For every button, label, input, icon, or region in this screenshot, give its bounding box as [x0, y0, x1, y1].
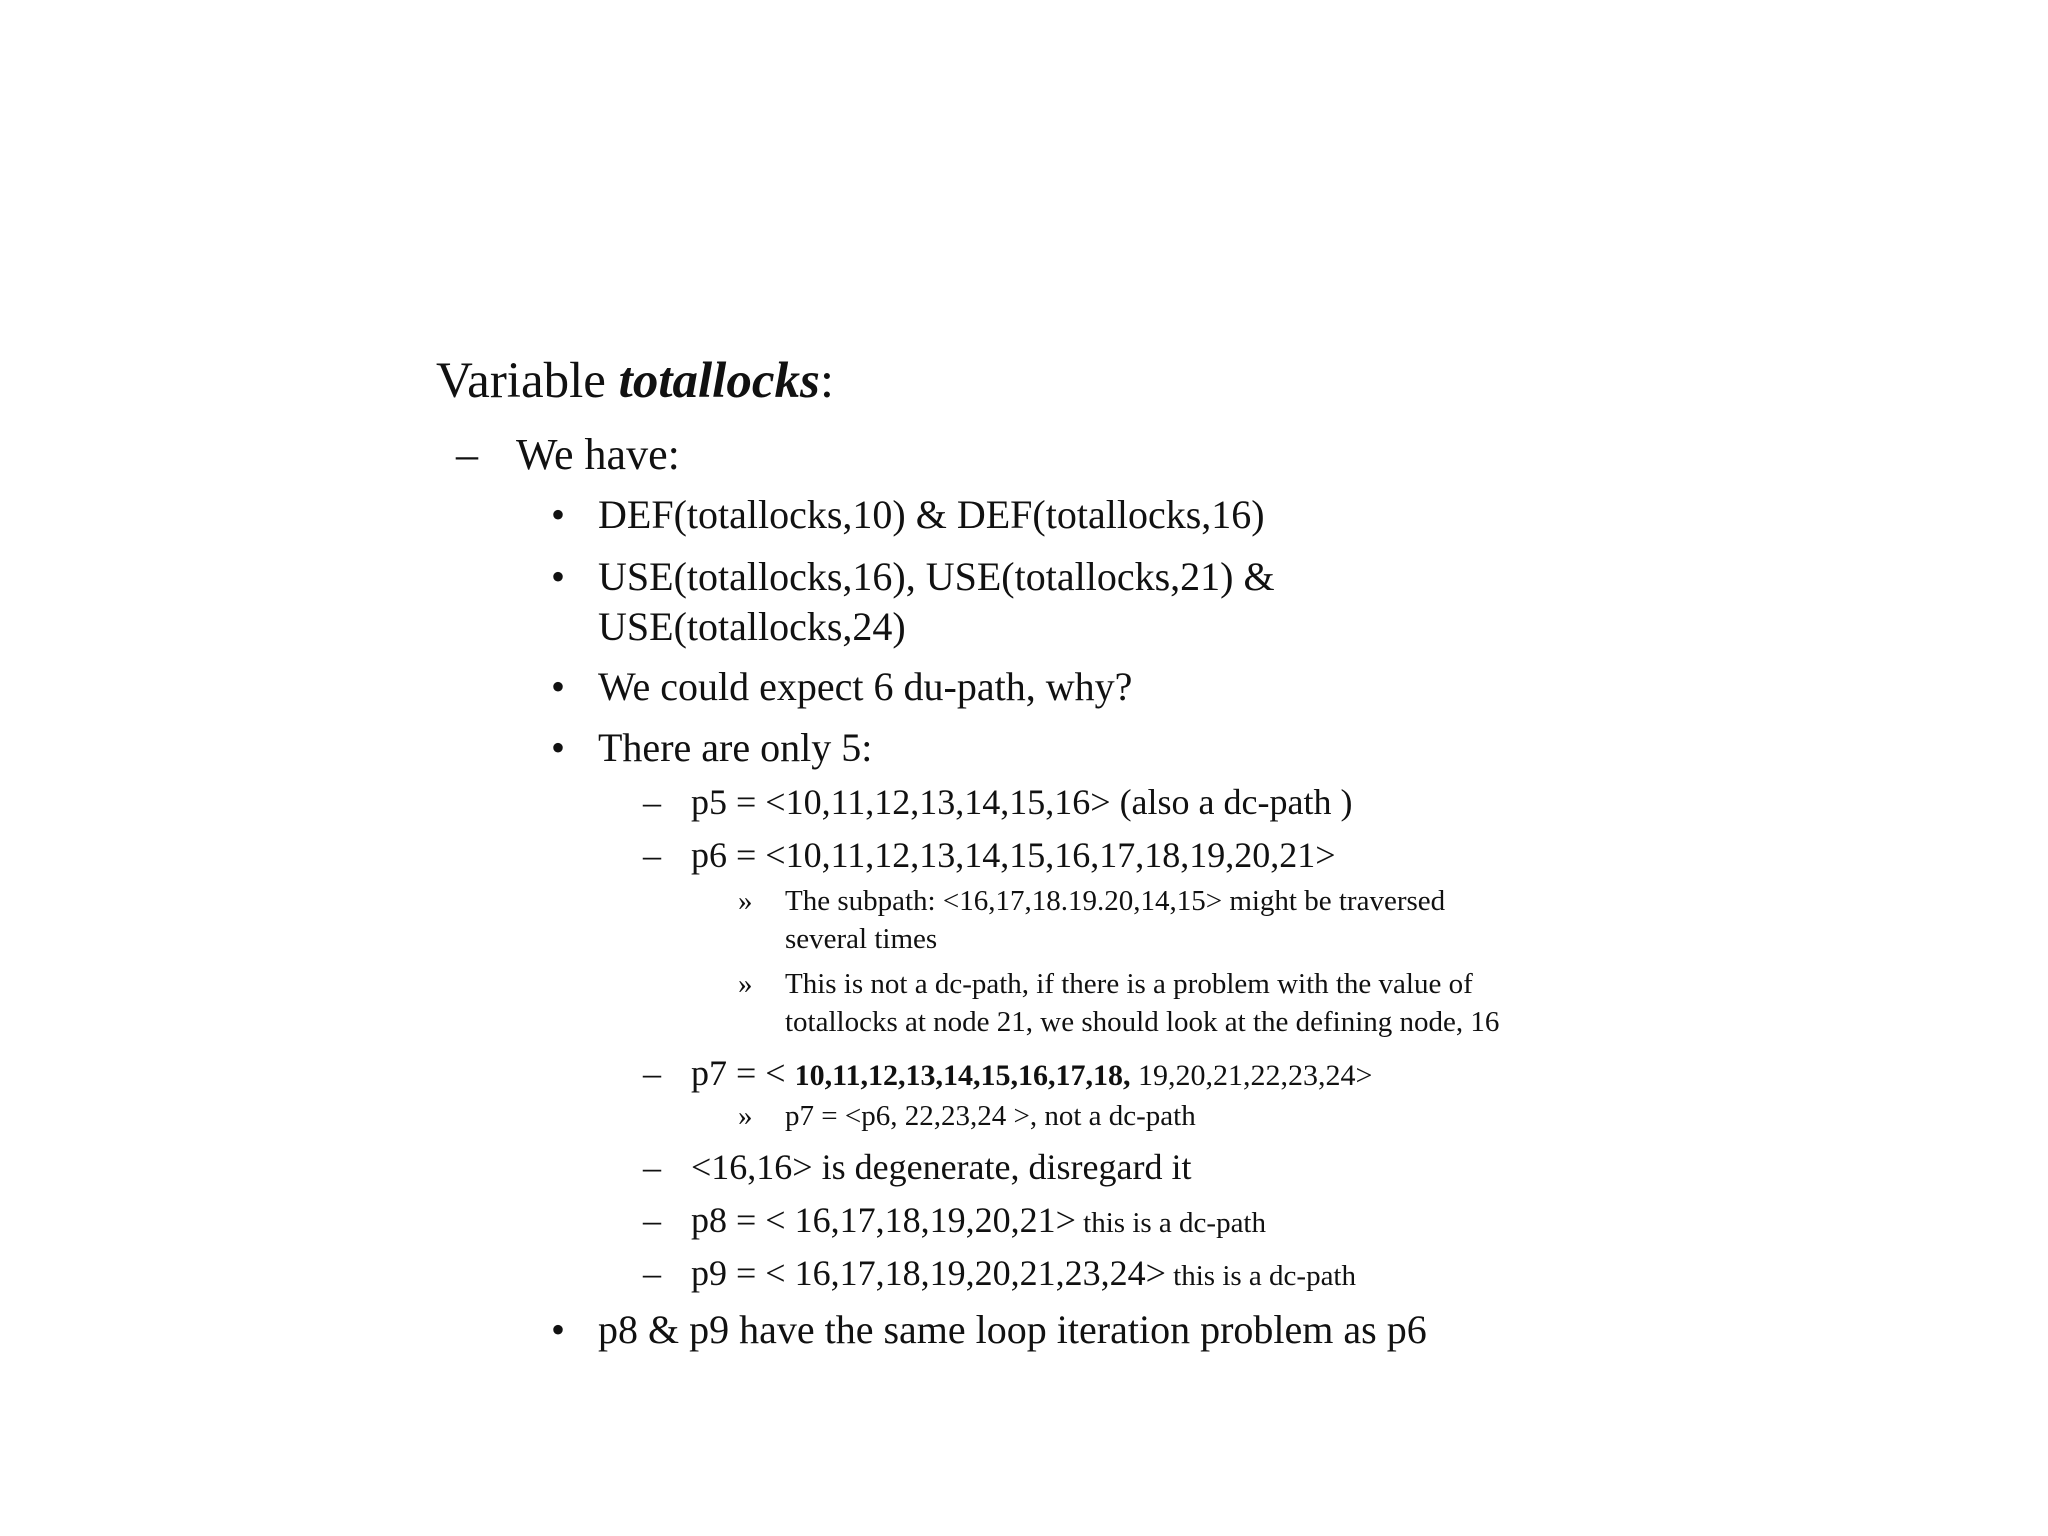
title-emphasis: totallocks: [618, 353, 820, 409]
path-p7: [691, 1055, 1372, 1091]
title-suffix: :: [819, 353, 835, 409]
p6-note2-line1: This is not a dc-path, if there is a problem with the value of: [785, 968, 1473, 1000]
dash-marker: –: [643, 1253, 661, 1293]
p6-note1-line2: several times: [785, 923, 938, 955]
bullet-loop-problem: p8 & p9 have the same loop iteration problem as p6: [598, 1307, 1427, 1352]
p7-bold-part: 10,11,12,13,14,15,16,17,18,: [794, 1059, 1131, 1092]
bullet-marker: •: [551, 554, 566, 599]
path-p9: [691, 1255, 1356, 1291]
bullet-def: DEF(totallocks,10) & DEF(totallocks,16): [598, 492, 1265, 537]
bullet-marker: •: [551, 664, 566, 709]
dash-marker: –: [643, 835, 661, 875]
sub-marker: »: [738, 1100, 753, 1132]
bullet-marker: •: [551, 1307, 566, 1352]
title-prefix: Variable: [436, 353, 619, 409]
p7-note: p7 = <p6, 22,23,24 >, not a dc-path: [785, 1100, 1196, 1132]
bullet-expect: We could expect 6 du-path, why?: [598, 664, 1133, 709]
dash-marker: –: [643, 1053, 661, 1093]
p7-suffix: 19,20,21,22,23,24>: [1130, 1059, 1373, 1092]
dash-marker: –: [643, 782, 661, 822]
dash-marker: –: [643, 1200, 661, 1240]
bullet-marker: •: [551, 492, 566, 537]
sub-marker: »: [738, 885, 753, 917]
p9-note: this is a dc-path: [1165, 1260, 1356, 1292]
path-p6: p6 = <10,11,12,13,14,15,16,17,18,19,20,21>: [691, 835, 1336, 875]
bullet-only-five: There are only 5:: [598, 725, 873, 770]
we-have-text: We have:: [516, 430, 680, 479]
sub-marker: »: [738, 968, 753, 1000]
path-p5: p5 = <10,11,12,13,14,15,16> (also a dc-path ): [691, 782, 1353, 822]
path-p8: [691, 1202, 1266, 1238]
bullet-use-line2: USE(totallocks,24): [598, 604, 906, 649]
dash-marker: –: [456, 430, 478, 479]
dash-marker: –: [643, 1147, 661, 1187]
p6-note2-line2: totallocks at node 21, we should look at the defining node, 16: [785, 1006, 1500, 1038]
bullet-marker: •: [551, 725, 566, 770]
p8-main: p8 = < 16,17,18,19,20,21>: [691, 1200, 1076, 1240]
p6-note1-line1: The subpath: <16,17,18.19.20,14,15> might be traversed: [785, 885, 1446, 917]
p9-main: p9 = < 16,17,18,19,20,21,23,24>: [691, 1253, 1166, 1293]
slide-title: [436, 353, 835, 409]
p8-note: this is a dc-path: [1075, 1207, 1266, 1239]
bullet-use-line1: USE(totallocks,16), USE(totallocks,21) &: [598, 554, 1275, 599]
degenerate-text: <16,16> is degenerate, disregard it: [691, 1147, 1192, 1187]
p7-prefix: p7 = <: [691, 1053, 795, 1093]
